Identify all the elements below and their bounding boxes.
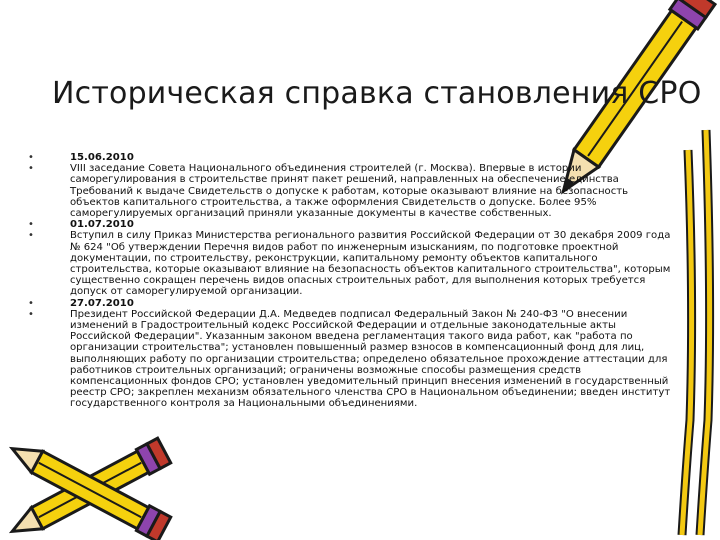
bullet-marker: • (28, 219, 34, 231)
list-item (28, 309, 678, 410)
list-item (28, 298, 678, 309)
list-item-date: 15.06.2010 (70, 152, 134, 163)
list-item-text: Президент Российской Федерации Д.А. Медведев подписал Федеральный Закон № 240-ФЗ "О внесении изменений в Градостроительный кодекс Российской Федерации и отдельные законодательные акты Российской Федерации". Указанным законом введена регламентация такого вида работ, как "работа по организации строительства"; установлен повышенный размер взносов в компенсационный фонд для лиц, выполняющих работу по организации строительства; определено обязательное прохождение аттестации для работников строительных организаций; ограничены возможные способы размещения средств компенсационных фондов СРО; установлен уведомительный принцип внесения изменений в государственный реестр СРО; закреплен механизм обязательного членства СРО в Национальном объединении; введен институт государственного контроля за Национальными объединениями. (70, 308, 671, 410)
bullet-marker: • (28, 308, 34, 320)
list-item (28, 219, 678, 230)
list-item-date: 27.07.2010 (70, 297, 134, 309)
list-item (28, 163, 678, 219)
list-item-text: Вступил в силу Приказ Министерства регионального развития Российской Федерации от 30 декабря 2009 года № 624 "Об утверждении Перечня видов работ по инженерным изысканиям, по подготовке проектной документации, по строительству, реконструкции, капитальному ремонту объектов капитального строительства, которые оказывают влияние на безопасность объектов капитального строительства", которым существенно сокращен перечень видов опасных строительных работ, для выполнения которых требуется допуск от саморегулируемой организации. (70, 230, 671, 298)
bullet-marker: • (28, 152, 34, 163)
page-title: Историческая справка становления СРО (52, 76, 702, 111)
list-item (28, 230, 678, 297)
list-item-date: 01.07.2010 (70, 219, 134, 231)
bullet-marker: • (28, 230, 34, 242)
list-item (28, 152, 678, 163)
bullet-list (28, 152, 678, 410)
list-item-text: VIII заседание Совета Национального объединения строителей (г. Москва). Впервые в истории саморегулирования в строительстве принят пакет решений, направленных на обеспечение единства Требований к выдаче Свидетельств о допуске к работам, которые оказывают влияние на безопасность объектов капитального строительства, а также оформления Свидетельств о допуске. Более 95% саморегулируемых организаций приняли указанные документы в качестве собственных. (70, 163, 629, 220)
bullet-marker: • (28, 297, 34, 309)
bullet-marker: • (28, 163, 34, 175)
